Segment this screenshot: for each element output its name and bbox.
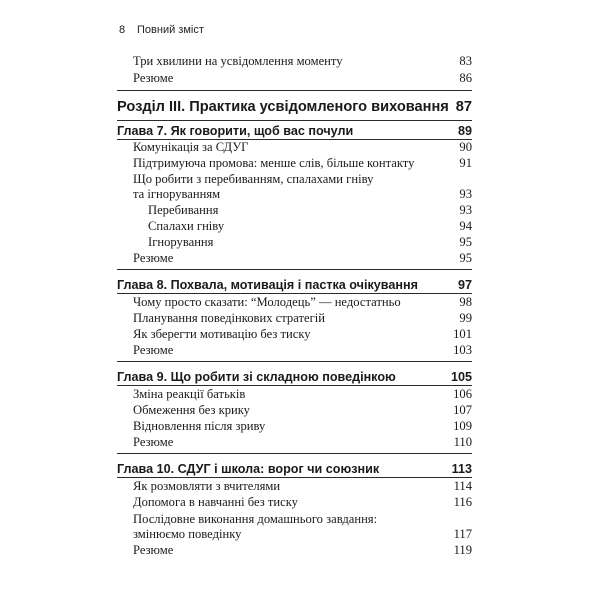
divider <box>117 453 472 454</box>
toc-entry[interactable] <box>117 172 472 204</box>
entry-title: Зміна реакції батьків <box>133 387 246 401</box>
entry-page: 86 <box>459 71 472 85</box>
entry-page: 101 <box>453 327 472 341</box>
divider <box>117 477 472 478</box>
toc-entry[interactable] <box>117 512 472 544</box>
entry-page: 119 <box>453 543 472 557</box>
running-title: Повний зміст <box>137 24 204 36</box>
entry-title-line-2: та ігноруванням <box>133 187 221 201</box>
entry-title: Резюме <box>133 435 174 449</box>
entry-title: Підтримуюча промова: менше слів, більше контакту <box>133 156 415 170</box>
divider <box>117 361 472 362</box>
entry-title-line-1: Що робити з перебиванням, спалахами гніву <box>133 172 374 186</box>
chapter-page: 89 <box>457 124 472 138</box>
entry-page: 117 <box>453 527 472 541</box>
entry-title: Обмеження без крику <box>133 403 250 417</box>
entry-page: 103 <box>453 343 472 357</box>
entry-title: Допомога в навчанні без тиску <box>133 495 298 509</box>
entry-title: Чому просто сказати: “Молодець” — недостатньо <box>133 295 401 309</box>
entry-title: Три хвилини на усвідомлення моменту <box>133 54 343 68</box>
entry-title: Відновлення після зриву <box>133 419 266 433</box>
running-header <box>119 24 204 40</box>
entry-title: Перебивання <box>148 203 219 217</box>
entry-title: Резюме <box>133 543 174 557</box>
divider <box>117 90 472 91</box>
entry-page: 98 <box>459 295 472 309</box>
divider <box>117 269 472 270</box>
entry-title: Планування поведінкових стратегій <box>133 311 325 325</box>
entry-title: Резюме <box>133 251 174 265</box>
part-page: 87 <box>455 99 472 115</box>
chapter-title: Глава 10. СДУГ і школа: ворог чи союзник <box>117 462 380 476</box>
chapter-title: Глава 8. Похвала, мотивація і пастка очікування <box>117 278 418 292</box>
entry-page: 93 <box>459 203 472 217</box>
divider <box>117 293 472 294</box>
chapter-title: Глава 9. Що робити зі складною поведінкою <box>117 370 396 384</box>
entry-title: Спалахи гніву <box>148 219 225 233</box>
entry-title-line-2: змінюємо поведінку <box>133 527 242 541</box>
entry-page: 107 <box>453 403 472 417</box>
entry-page: 90 <box>459 140 472 154</box>
chapter-page: 105 <box>450 370 472 384</box>
part-title: Розділ III. Практика усвідомленого виховання <box>117 99 449 115</box>
entry-page: 95 <box>459 235 472 249</box>
entry-page: 114 <box>453 479 472 493</box>
entry-page: 91 <box>459 156 472 170</box>
entry-title: Резюме <box>133 343 174 357</box>
entry-title: Як розмовляти з вчителями <box>133 479 281 493</box>
chapter-page: 113 <box>451 462 472 476</box>
divider <box>117 139 472 140</box>
entry-page: 94 <box>459 219 472 233</box>
entry-page: 110 <box>453 435 472 449</box>
entry-page: 95 <box>459 251 472 265</box>
entry-page: 99 <box>459 311 472 325</box>
entry-title: Як зберегти мотивацію без тиску <box>133 327 311 341</box>
entry-page: 116 <box>453 495 472 509</box>
entry-title: Ігнорування <box>148 235 214 249</box>
chapter-page: 97 <box>457 278 472 292</box>
page-number: 8 <box>119 24 126 36</box>
entry-title-line-1: Послідовне виконання домашнього завдання: <box>133 512 378 526</box>
entry-title: Комунікація за СДУГ <box>133 140 249 154</box>
entry-title: Резюме <box>133 71 174 85</box>
divider <box>117 120 472 121</box>
entry-page: 83 <box>459 54 472 68</box>
divider <box>117 385 472 386</box>
entry-page: 106 <box>453 387 472 401</box>
chapter-title: Глава 7. Як говорити, щоб вас почули <box>117 124 354 138</box>
entry-page: 109 <box>453 419 472 433</box>
entry-page: 93 <box>459 187 472 201</box>
